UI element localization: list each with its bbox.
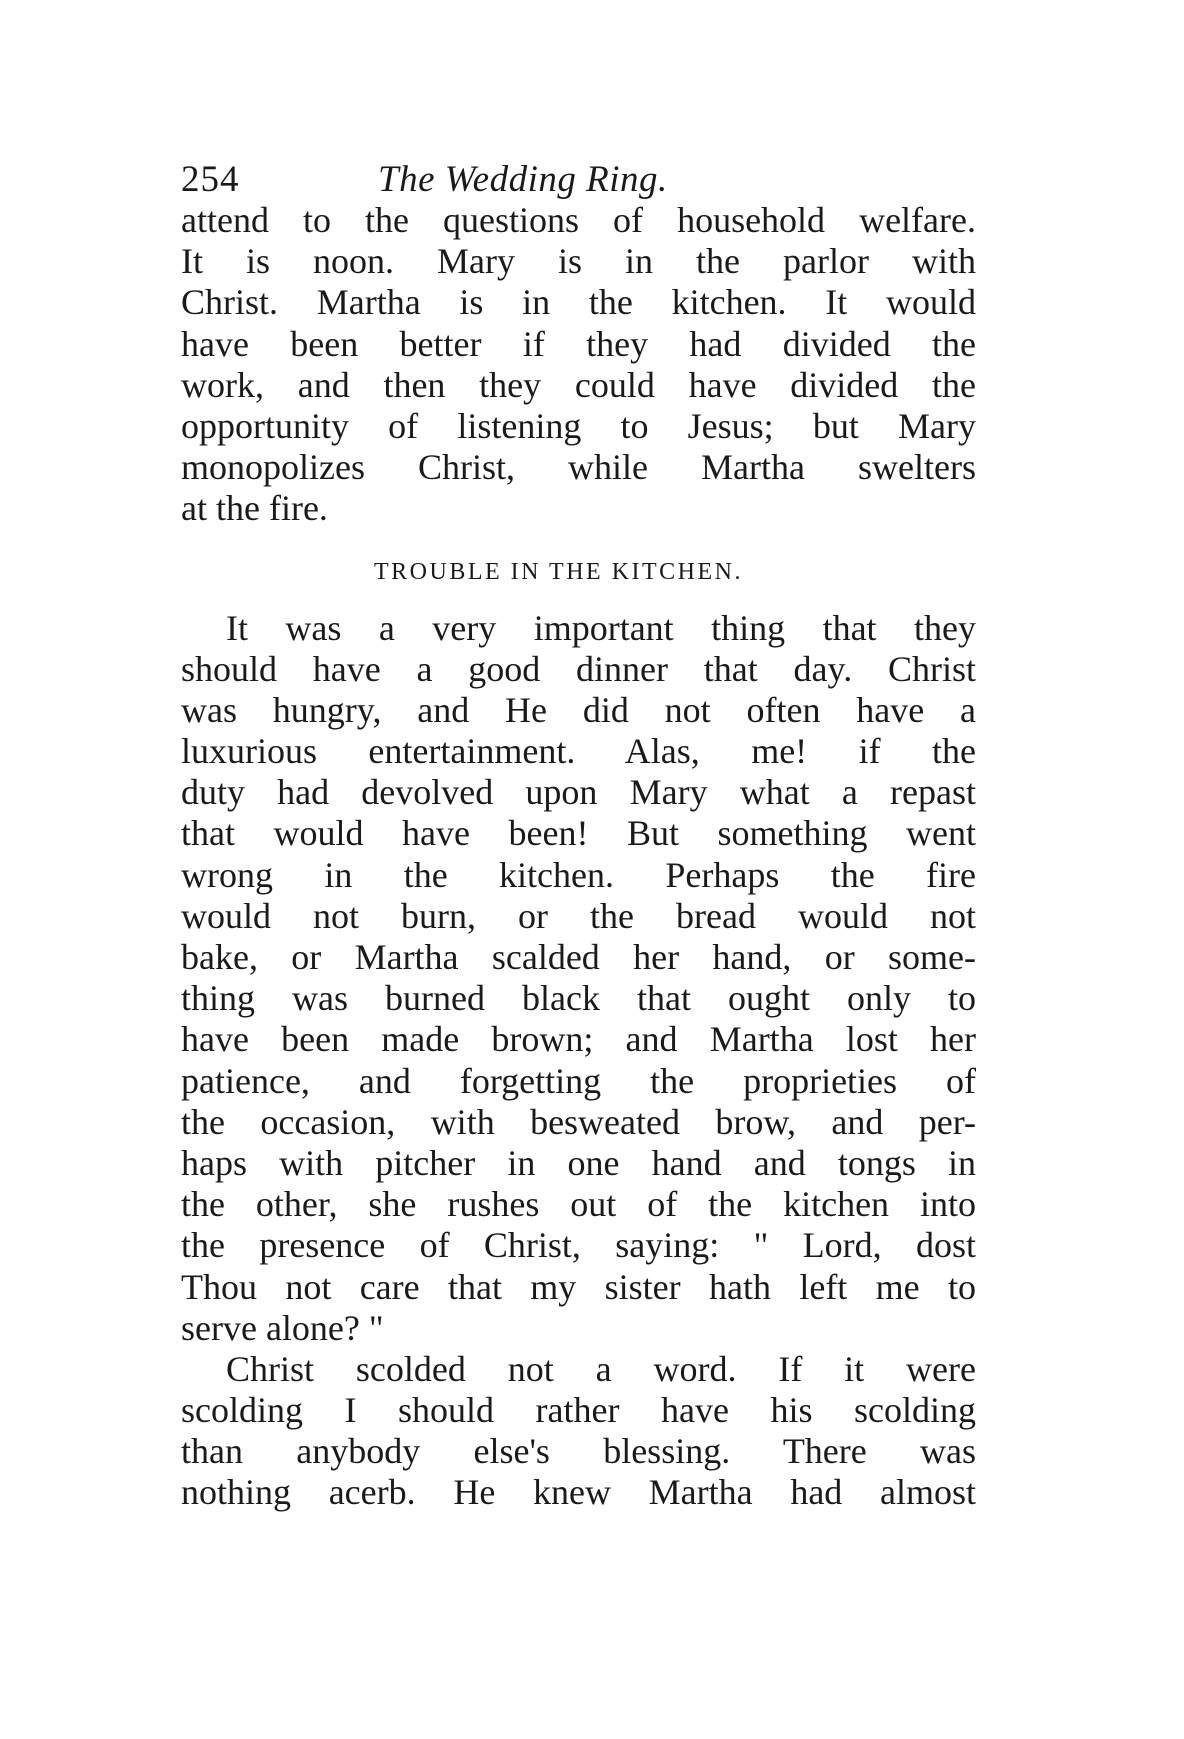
text-line: Christ scolded not a word. If it were	[226, 1348, 976, 1389]
text-line: than anybody else's blessing. There was	[181, 1431, 976, 1472]
text-line: should have a good dinner that day. Christ	[181, 648, 976, 689]
text-line: wrong in the kitchen. Perhaps the fire	[181, 854, 976, 895]
text-line: have been made brown; and Martha lost her	[181, 1019, 976, 1060]
text-line: work, and then they could have divided the	[181, 364, 976, 405]
text-line: monopolizes Christ, while Martha swelters	[181, 447, 976, 488]
text-line: bake, or Martha scalded her hand, or some-	[181, 937, 976, 977]
text-line: Thou not care that my sister hath left me to	[181, 1266, 976, 1307]
text-line: Christ. Martha is in the kitchen. It would	[181, 282, 976, 323]
paragraph-3	[181, 1349, 976, 1514]
text-line: patience, and forgetting the proprieties of	[181, 1060, 976, 1101]
text-line: It is noon. Mary is in the parlor with	[181, 241, 976, 282]
text-line: at the fire.	[181, 488, 328, 529]
book-page	[181, 150, 976, 1514]
text-line: serve alone? "	[181, 1307, 384, 1348]
running-title: The Wedding Ring.	[378, 159, 668, 200]
section-heading: TROUBLE IN THE KITCHEN.	[373, 558, 744, 585]
text-line: duty had devolved upon Mary what a repast	[181, 772, 976, 813]
text-line: scolding I should rather have his scolding	[181, 1390, 976, 1431]
paragraph-2	[181, 608, 976, 1349]
text-line: attend to the questions of household welfare.	[181, 200, 976, 240]
text-line: nothing acerb. He knew Martha had almost	[181, 1472, 976, 1513]
paragraph-1	[181, 200, 976, 530]
running-head	[181, 150, 976, 200]
text-line: would not burn, or the bread would not	[181, 895, 976, 936]
text-line: the other, she rushes out of the kitchen into	[181, 1184, 976, 1225]
text-line: the occasion, with besweated brow, and per-	[181, 1101, 976, 1142]
text-line: have been better if they had divided the	[181, 323, 976, 364]
text-line: thing was burned black that ought only to	[181, 978, 976, 1019]
text-line: luxurious entertainment. Alas, me! if the	[181, 731, 976, 772]
text-line: It was a very important thing that they	[226, 607, 976, 648]
text-line: opportunity of listening to Jesus; but Mary	[181, 405, 976, 446]
text-line: that would have been! But something went	[181, 813, 976, 854]
text-line: haps with pitcher in one hand and tongs in	[181, 1142, 976, 1183]
text-line: the presence of Christ, saying: " Lord, dost	[181, 1225, 976, 1266]
page-number: 254	[181, 159, 240, 200]
text-line: was hungry, and He did not often have a	[181, 689, 976, 730]
